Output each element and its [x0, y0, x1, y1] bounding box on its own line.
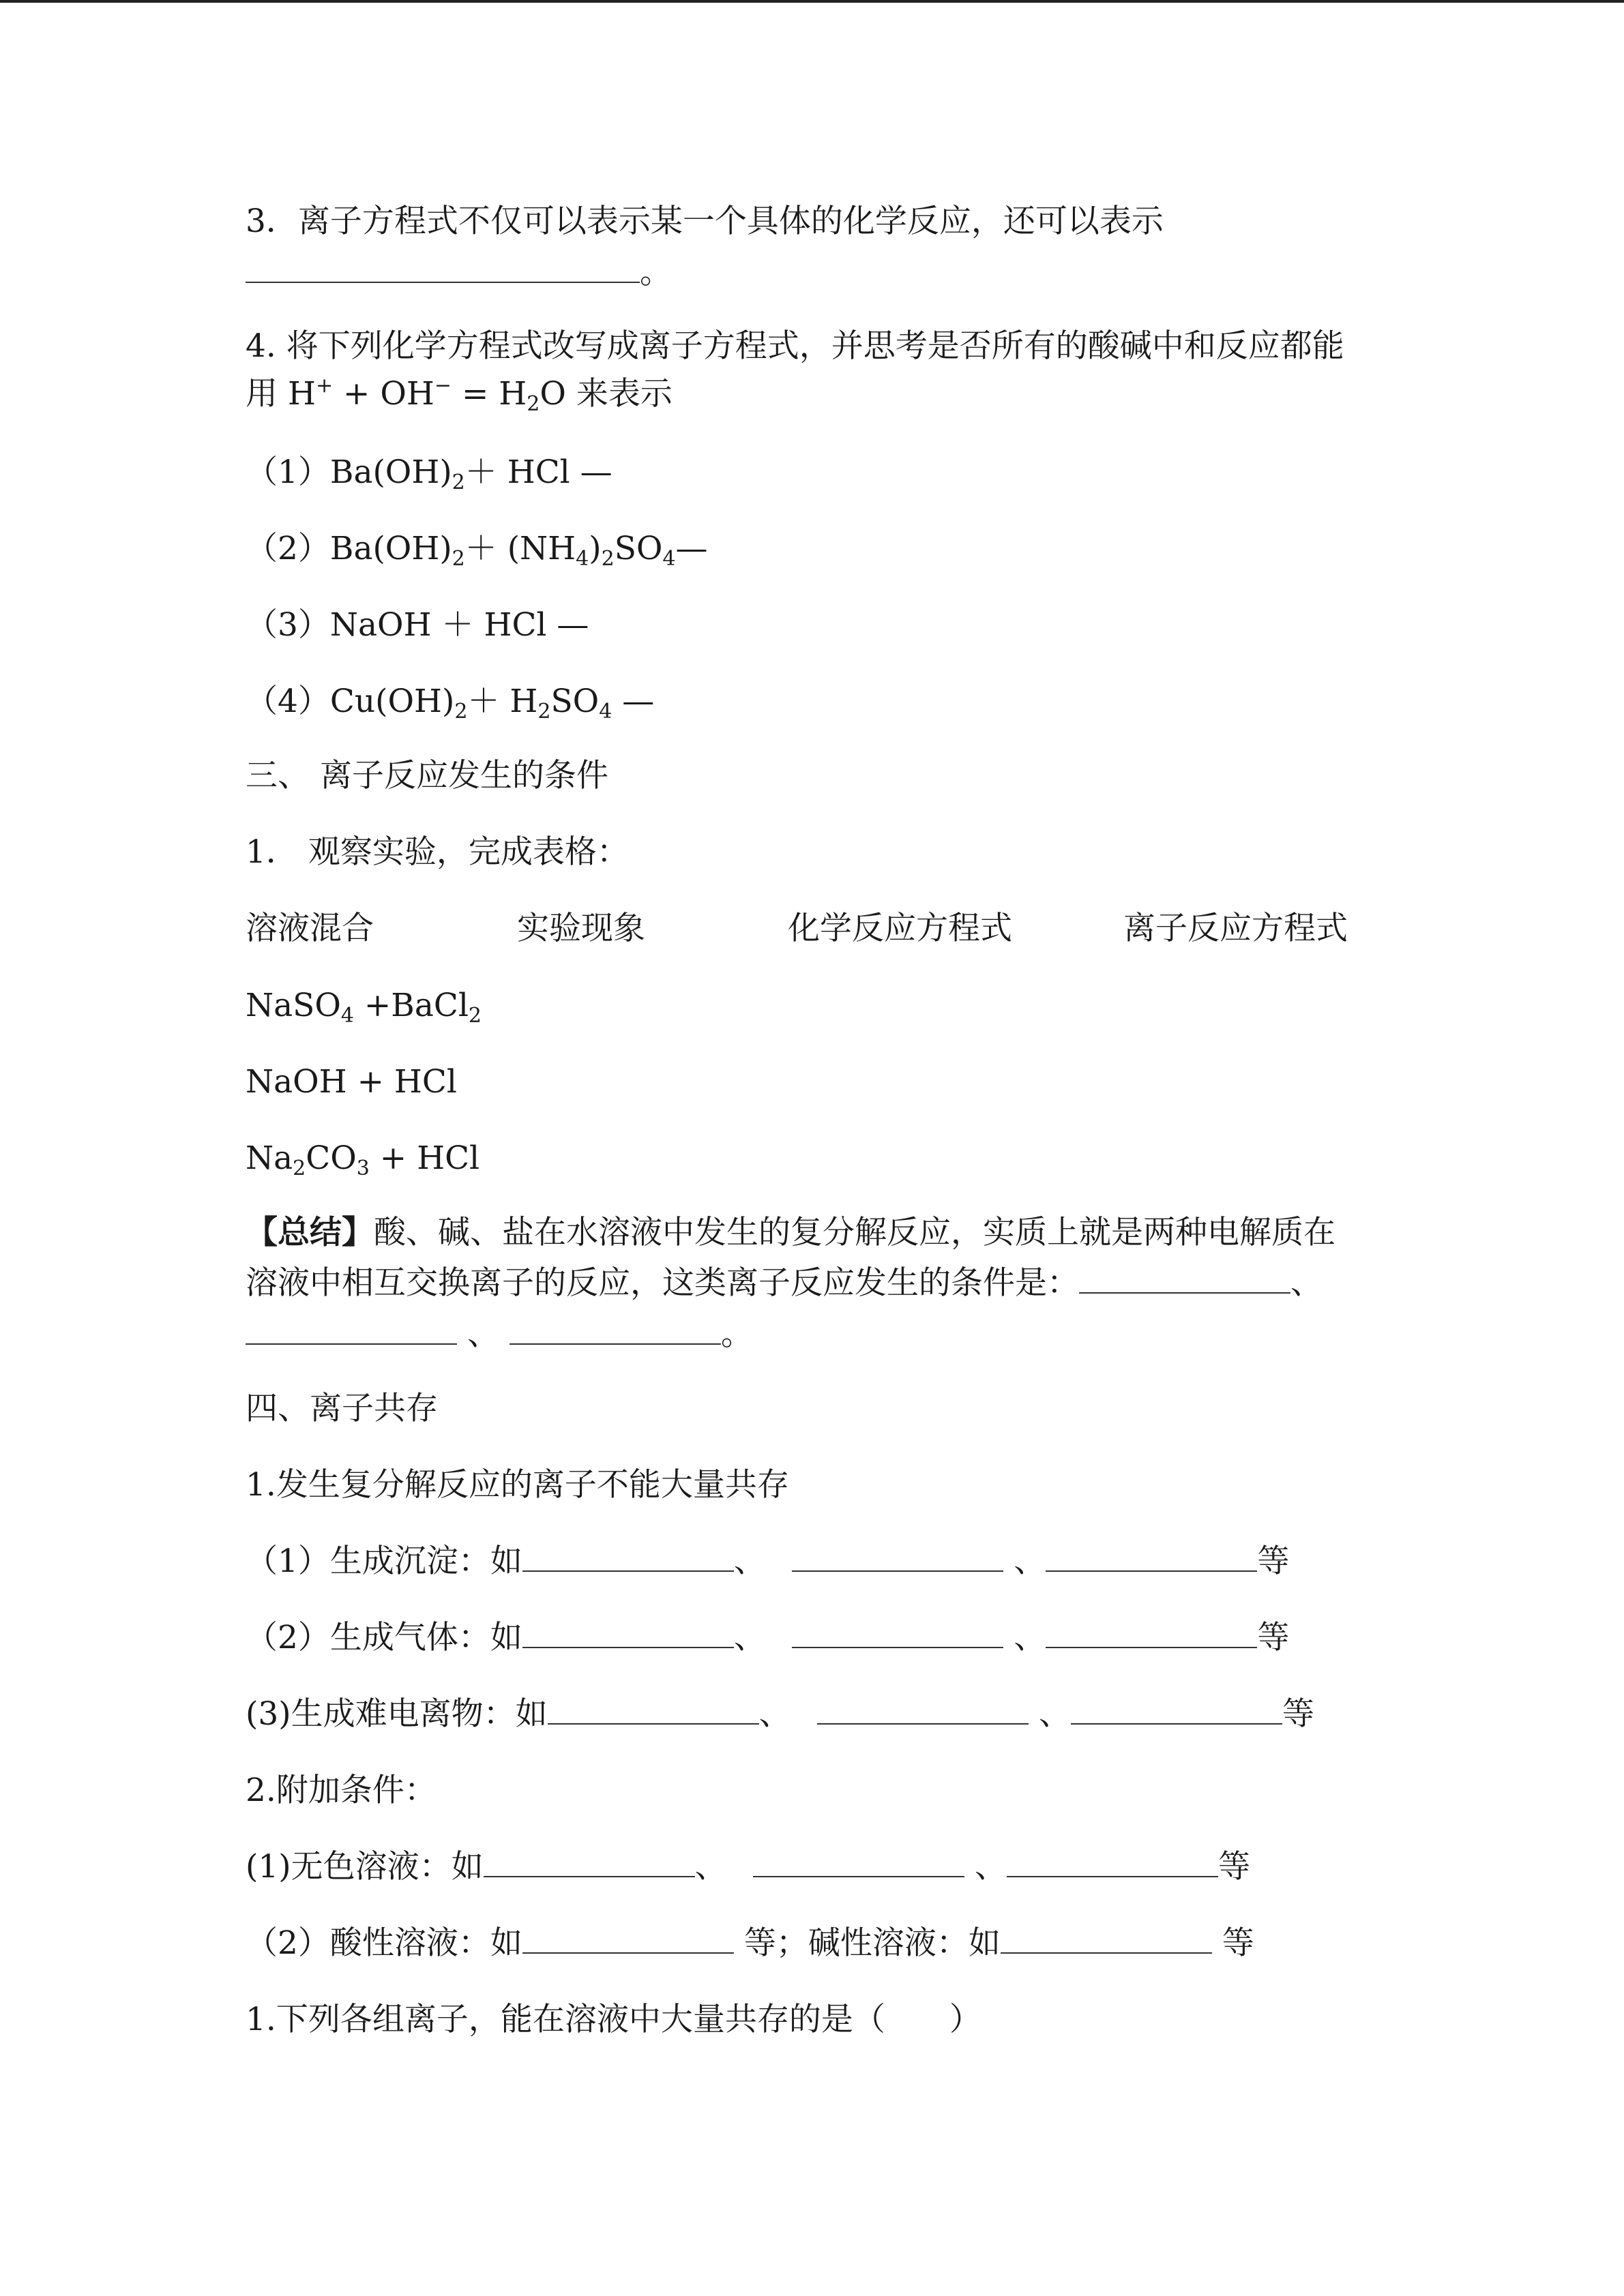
equation-1: $(1)Ba(OH)_2+$ HCl — — [246, 453, 612, 494]
table-header-chem-eq: 化学反应方程式 — [788, 910, 1012, 947]
summary-blank-2[interactable] — [246, 1316, 457, 1345]
observe-instruction: 1． 观察实验，完成表格： — [246, 833, 629, 871]
condition-precipitate: （1）生成沉淀：如 、 、 等 — [246, 1542, 1290, 1580]
condition-weak-electrolyte: (3)生成难电离物：如 、 、 等 — [246, 1695, 1314, 1733]
colorless-blank-1[interactable] — [484, 1849, 695, 1877]
q4-line2: 用 $H^+ + OH^- = H_2O$ 来表示 — [246, 374, 673, 416]
table-row-2: NaOH + HCl — [246, 1063, 457, 1101]
page-top-border — [0, 0, 1624, 3]
q3-line1: 3．离子方程式不仅可以表示某一个具体的化学反应，还可以表示 — [246, 203, 1164, 240]
summary-line1: 【总结】酸、碱、盐在水溶液中发生的复分解反应，实质上就是两种电解质在 — [246, 1214, 1335, 1251]
condition-gas: （2）生成气体：如 、 、 等 — [246, 1619, 1290, 1656]
table-header-phenomenon: 实验现象 — [517, 910, 645, 947]
q3-answer-blank[interactable] — [246, 254, 640, 283]
gas-blank-2[interactable] — [792, 1620, 1003, 1648]
precipitate-blank-2[interactable] — [792, 1543, 1003, 1572]
gas-blank-3[interactable] — [1046, 1620, 1257, 1648]
table-header-ion-eq: 离子反应方程式 — [1123, 910, 1348, 947]
additional-conditions: 2.附加条件： — [246, 1772, 437, 1809]
equation-4: $(4)Cu(OH)_2+ H_2SO_4$ — — [246, 683, 655, 724]
equation-2: $(2)Ba(OH)_2+$ $(NH_4)_2SO_4—$ — [246, 530, 708, 571]
equation-3: （3）NaOH ＋ HCl — — [246, 606, 589, 644]
weak-electrolyte-blank-3[interactable] — [1071, 1696, 1282, 1725]
section-3-heading: 三、 离子反应发生的条件 — [246, 757, 608, 794]
table-header-mix: 溶液混合 — [246, 910, 374, 947]
acid-base-solution: （2）酸性溶液：如 等；碱性溶液：如 等 — [246, 1924, 1254, 1962]
colorless-blank-2[interactable] — [753, 1849, 964, 1877]
table-row-1: NaSO$_4$ +BaCl$_2$ — [246, 987, 482, 1028]
summary-blank-3[interactable] — [510, 1316, 721, 1345]
summary-blank-1[interactable] — [1079, 1265, 1290, 1294]
colorless-solution: (1)无色溶液：如 、 、 等 — [246, 1848, 1250, 1885]
question-last: 1.下列各组离子，能在溶液中大量共存的是（ ） — [246, 2001, 981, 2038]
colorless-blank-3[interactable] — [1007, 1849, 1218, 1877]
basic-blank[interactable] — [1001, 1925, 1212, 1954]
precipitate-blank-3[interactable] — [1046, 1543, 1257, 1572]
table-header-row — [246, 908, 1405, 949]
weak-electrolyte-blank-1[interactable] — [548, 1696, 759, 1725]
summary-line2: 溶液中相互交换离子的反应，这类离子反应发生的条件是： 、 — [246, 1264, 1323, 1302]
section-4-heading: 四、离子共存 — [246, 1390, 438, 1427]
weak-electrolyte-blank-2[interactable] — [817, 1696, 1029, 1725]
acidic-blank[interactable] — [522, 1925, 734, 1954]
precipitate-blank-1[interactable] — [522, 1543, 734, 1572]
q4-line1: 4. 将下列化学方程式改写成离子方程式，并思考是否所有的酸碱中和反应都能 — [246, 327, 1344, 365]
gas-blank-1[interactable] — [522, 1620, 734, 1648]
summary-line3: 、 。 — [246, 1314, 753, 1355]
coexist-point-1: 1.发生复分解反应的离子不能大量共存 — [246, 1466, 789, 1504]
table-row-3: $Na_2CO_3$ + HCl — [246, 1139, 480, 1180]
q3-line2: 。 — [246, 252, 672, 293]
